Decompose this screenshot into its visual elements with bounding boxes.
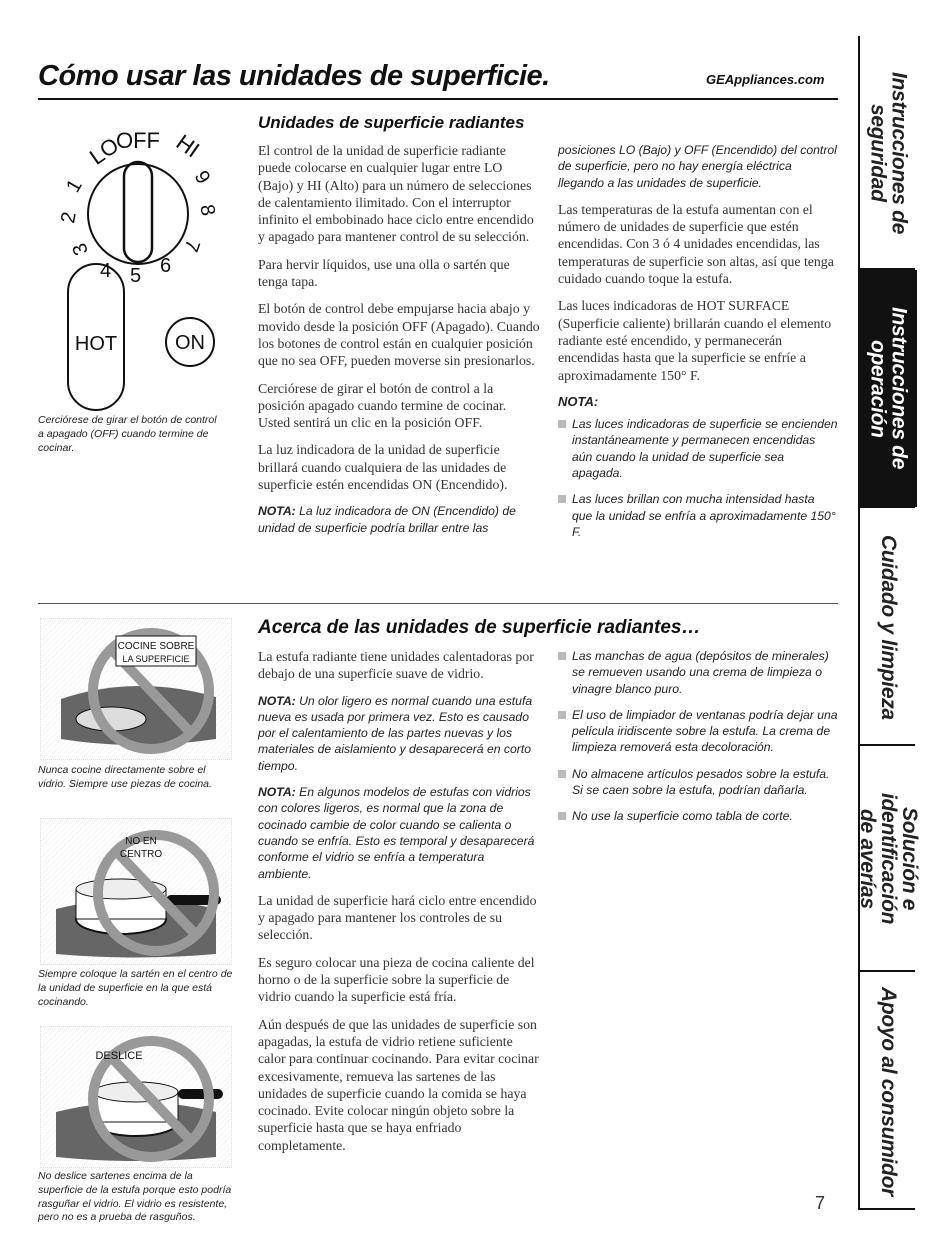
cutting-board-bullet: No use la superficie como tabla de corte. bbox=[558, 808, 838, 824]
window-cleaner-bullet: El uso de limpiador de ventanas podría dejar una película iridiscente sobre la estufa. La crema de limpieza removerá esta decoloración. bbox=[558, 707, 838, 756]
tab-bottom-border bbox=[858, 1208, 915, 1210]
glass-surface-paragraph: La estufa radiante tiene unidades calentadoras por debajo de una superficie suave de vidrio. bbox=[258, 649, 534, 682]
knob-label-hi: HI bbox=[171, 129, 205, 163]
knob-label-8: 8 bbox=[195, 202, 219, 218]
header-rule bbox=[38, 98, 838, 100]
off-center-image bbox=[40, 818, 232, 965]
section2-heading: Acerca de las unidades de superficie radiantes… bbox=[258, 617, 701, 638]
nota-bullet-2: Las luces brillan con mucha intensidad hasta que la unidad se enfría a aproximadamente 150° F. bbox=[558, 491, 838, 540]
tab-operating-label: Instrucciones de operación bbox=[866, 307, 911, 470]
knob-label-7: 7 bbox=[179, 236, 204, 255]
water-spots-bullet: Las manchas de agua (depósitos de minerales) se remueven usando una crema de limpieza o vinagre blanco puro. bbox=[558, 648, 838, 697]
nota-bullet-1: Las luces indicadoras de superficie se encienden instantáneamente y permanecen encendidas aún cuando la unidad de superficie sea apagada. bbox=[558, 416, 838, 481]
hot-cookware-paragraph: Es seguro colocar una pieza de cocina caliente del horno o de la superficie sobre la superficie de vidrio cuando la superficie está fría. bbox=[258, 954, 535, 1005]
cook-surface-label-2: LA SUPERFICIE bbox=[122, 654, 190, 664]
nota-heading: NOTA: bbox=[558, 393, 599, 409]
note-text: La luz indicadora de ON (Encendido) de unidad de superficie podría brillar entre las bbox=[258, 504, 516, 535]
slide-pan-image bbox=[40, 1026, 232, 1168]
tab-operating-instructions[interactable] bbox=[858, 270, 917, 507]
knob-label-lo: LO bbox=[84, 132, 124, 170]
page-number: 7 bbox=[815, 1193, 826, 1213]
turn-off-paragraph: Cerciórese de girar el botón de control a la posición apagado cuando termine de cocinar. Usted sentirá un clic en la posición OFF. bbox=[258, 380, 507, 431]
off-center-label-1: NO EN bbox=[125, 836, 157, 847]
tab-consumer-support[interactable] bbox=[858, 972, 917, 1210]
tab-consumer-label: Apoyo al consumidor bbox=[877, 986, 900, 1196]
hot-indicator-label: HOT bbox=[74, 333, 118, 355]
section1-column1 bbox=[258, 142, 540, 546]
control-knob-illustration bbox=[40, 112, 235, 412]
slide-pan-caption: No deslice sartenes encima de la superficie de la estufa porque esto podría rasguñar el vidrio. El vidrio es resistente, pero no es a prueba de rasguños. bbox=[38, 1170, 232, 1224]
tab-safety-label: Instrucciones de seguridad bbox=[866, 71, 911, 235]
color-change-note bbox=[258, 784, 540, 882]
tab-care-label: Cuidado y limpieza bbox=[877, 534, 900, 720]
on-indicator-label: ON bbox=[175, 332, 205, 354]
off-center-label-2: CENTRO bbox=[119, 849, 163, 860]
section1-note bbox=[258, 503, 540, 536]
cook-surface-label-1: COCINE SOBRE bbox=[117, 641, 195, 652]
section2-column1 bbox=[258, 648, 540, 1164]
website-url: GEAppliances.com bbox=[706, 72, 825, 87]
knob-label-9: 9 bbox=[189, 167, 215, 188]
off-center-caption: Siempre coloque la sartén en el centro de la unidad de superficie en la que está cocinando. bbox=[38, 968, 233, 1008]
knob-label-4: 4 bbox=[100, 260, 112, 282]
hot-surface-paragraph: Las luces indicadoras de HOT SURFACE (Superficie caliente) brillarán cuando el elemento radiante esté encendido, y permanecerán encendidas hasta que la superficie se enfríe a aproximadamente 150° F. bbox=[558, 298, 832, 383]
boil-liquids-paragraph: Para hervir líquidos, use una olla o sartén que tenga tapa. bbox=[258, 256, 510, 290]
tab-troubleshooting-label: Solución e identificación de averías bbox=[856, 793, 921, 925]
odor-note-text: Un olor ligero es normal cuando una estufa nueva es usada por primera vez. Esto es causado por el calentamiento de las partes nuevas y los materiales de aislamiento y desaparecerá en corto tiempo. bbox=[258, 693, 533, 773]
note-label: NOTA: bbox=[258, 504, 296, 519]
page-title: Cómo usar las unidades de superficie. bbox=[38, 60, 550, 92]
temperature-paragraph: Las temperaturas de la estufa aumentan con el número de unidades de superficie que estén encendidas. Con 3 ó 4 unidades encendidas, las temperaturas de superficie son altas, así que tenga cuidado cuando toque la estufa. bbox=[558, 201, 834, 287]
knob-label-1: 1 bbox=[62, 175, 87, 197]
cycle-paragraph: La unidad de superficie hará ciclo entre encendido y apagado para mantener los controles de su selección. bbox=[258, 892, 537, 943]
knob-label-off: OFF bbox=[116, 128, 160, 153]
cook-surface-caption: Nunca cocine directamente sobre el vidrio. Siempre use piezas de cocina. bbox=[38, 764, 212, 790]
tab-troubleshooting[interactable] bbox=[856, 746, 921, 972]
retained-heat-paragraph: Aún después de que las unidades de superficie son apagadas, la estufa de vidrio retiene suficiente calor para continuar cocinando. Para evitar cocinar excesivamente, remueva las sartenes de las unidades de superficie cuando la comida se haya cocinado. Evite colocar ningún objeto sobre la superficie hasta que se haya enfriado completamente. bbox=[258, 1016, 539, 1153]
color-change-note-text: En algunos modelos de estufas con vidrios con colores ligeros, es normal que la zona de cocinado cambie de color cuando se calienta o cuando se enfría. Esto es temporal y desaparecerá conforme el vidrio se enfría a temperatura ambiente. bbox=[258, 785, 535, 881]
cook-surface-image bbox=[40, 618, 232, 760]
section1-column2 bbox=[558, 142, 838, 550]
heavy-items-bullet: No almacene artículos pesados sobre la estufa. Si se caen sobre la estufa, podrían dañarla. bbox=[558, 766, 838, 799]
section-divider bbox=[38, 603, 838, 604]
knob-caption: Cerciórese de girar el botón de control a apagado (OFF) cuando termine de cocinar. bbox=[38, 414, 217, 454]
note-continuation: posiciones LO (Bajo) y OFF (Encendido) del control de superficie, pero no hay energía eléctrica llegando a las unidades de superficie. bbox=[558, 143, 837, 190]
section2-column2 bbox=[558, 648, 838, 835]
push-knob-paragraph: El botón de control debe empujarse hacia abajo y movido desde la posición OFF (Apagado). Cuando los botones de control están en cualquier posición que no sea OFF, pueden moverse sin presionarlos. bbox=[258, 301, 540, 369]
radiant-control-paragraph: El control de la unidad de superficie radiante puede colocarse en cualquier lugar entre LO (Bajo) y HI (Alto) para un número de selecciones de calentamiento ilimitado. Con el interruptor infinito el embobinado hace ciclo entre encendido y apagado para mantener control de su selección. bbox=[258, 143, 534, 245]
odor-note bbox=[258, 693, 540, 774]
slide-pan-label: DESLICE bbox=[95, 1050, 143, 1062]
knob-label-5: 5 bbox=[130, 265, 142, 287]
knob-label-2: 2 bbox=[57, 210, 81, 225]
knob-label-6: 6 bbox=[160, 255, 172, 277]
knob-label-3: 3 bbox=[68, 240, 93, 259]
tab-safety-instructions[interactable] bbox=[858, 36, 917, 270]
indicator-light-paragraph: La luz indicadora de la unidad de superficie brillará cuando cualquiera de las unidades de superficie estén encendidas ON (Encendido). bbox=[258, 442, 508, 493]
odor-note-label: NOTA: bbox=[258, 693, 296, 708]
tab-care-cleaning[interactable] bbox=[858, 508, 917, 746]
color-change-note-label: NOTA: bbox=[258, 785, 296, 800]
section1-heading: Unidades de superficie radiantes bbox=[258, 113, 525, 132]
